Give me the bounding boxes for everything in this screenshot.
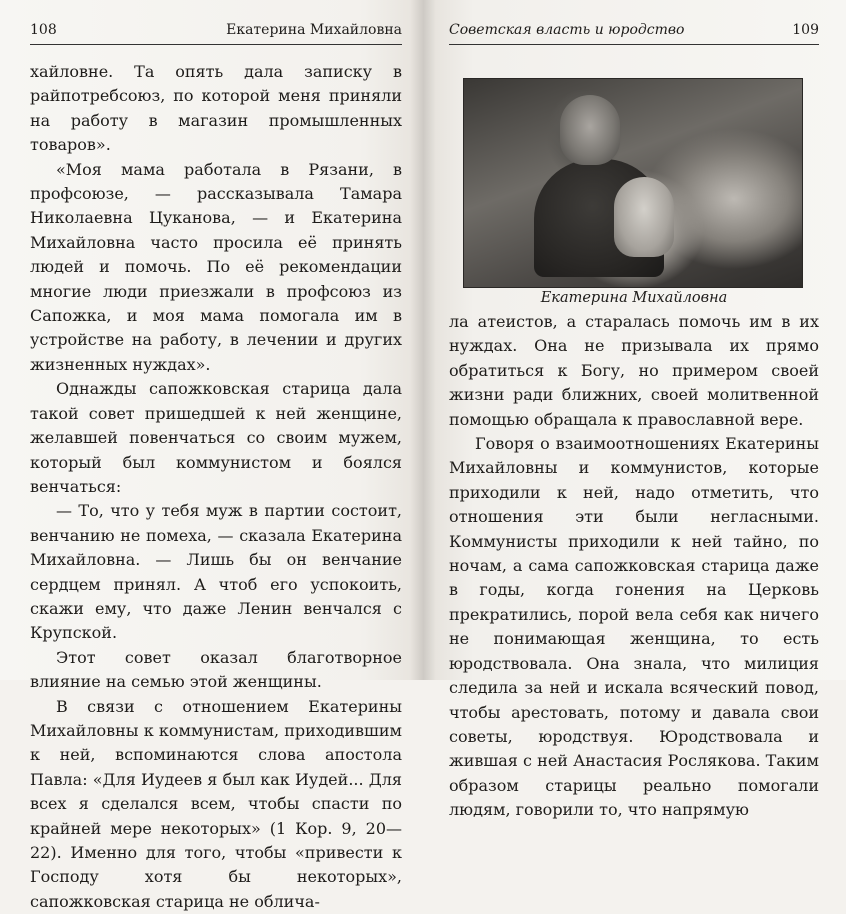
left-paragraph: Этот совет оказал благотворное влияние на семью этой женщины. — [30, 647, 402, 692]
left-paragraph: — То, что у тебя муж в партии состоит, венчанию не помеха, — сказала Екатерина Михайловна. — Лишь бы он венчание сердцем принял. А чтоб его успокоить, скажи ему, что даже Ленин венчался с Крупской. — [30, 501, 402, 643]
right-body-text — [449, 310, 819, 823]
photograph — [463, 78, 803, 288]
left-paragraph: Однажды сапожковская старица дала такой совет пришедшей к ней женщине, желавшей повенчаться со своим мужем, который был коммунистом и боялся венчаться: — [30, 379, 402, 496]
right-paragraph: Говоря о взаимоотношениях Екатерины Михайловны и коммунистов, которые приходили к ней, надо отметить, что отношения эти были негласными. Коммунисты приходили к ней тайно, по ночам, а сама сапожковская старица даже в годы, когда гонения на Церковь прекратились, порой вела себя как ничего не понимающая женщина, то есть юродствовала. Она знала, что милиция следила за ней и искала всяческий повод, чтобы арестовать, потому и давала свои советы, юродствуя. Юродствовала и жившая с ней Анастасия Рослякова. Таким образом старицы реально помогали людям, говорили то, что напрямую — [449, 434, 819, 820]
right-running-title: Советская власть и юродство — [449, 22, 685, 38]
left-page-number: 108 — [30, 22, 57, 38]
left-body-text — [30, 60, 402, 914]
left-paragraph: В связи с отношением Екатерины Михайловны к коммунистам, приходившим к ней, вспоминаются слова апостола Павла: «Для Иудеев я был как Иудей... Для всех я сделался всем, чтобы спасти по крайней мере некоторых» (1 Кор. 9, 20—22). Именно для того, чтобы «привести к Господу хотя бы некоторых», сапожковская старица не облича- — [30, 696, 402, 911]
right-page — [423, 0, 846, 820]
right-header-rule — [449, 44, 819, 45]
left-paragraph: «Моя мама работала в Рязани, в профсоюзе, — рассказывала Тамара Николаевна Цуканова, — и Екатерина Михайловна часто просила её принять людей и помочь. По её рекомендации многие люди приезжали в профсоюз из Сапожка, и моя мама помогала им в устройстве на работу, в лечении и других жизненных нуждах». — [30, 159, 402, 374]
left-paragraph: хайловне. Та опять дала записку в райпотребсоюз, по которой меня приняли на работу в магазин промышленных товаров». — [30, 62, 402, 155]
photo-caption: Екатерина Михайловна — [540, 290, 728, 306]
right-page-number: 109 — [792, 22, 819, 38]
right-running-head — [449, 22, 819, 42]
photo-cat — [614, 177, 674, 257]
left-header-rule — [30, 44, 402, 45]
left-page — [0, 0, 423, 911]
right-paragraph: ла атеистов, а старалась помочь им в их нуждах. Она не призывала их прямо обратиться к Богу, но примером своей жизни ради ближних, своей молитвенной помощью обращала к православной вере. — [449, 312, 819, 429]
book-gutter — [410, 0, 436, 680]
photo-figure-head — [560, 95, 620, 165]
left-running-head — [30, 22, 402, 42]
left-running-title: Екатерина Михайловна — [226, 22, 402, 38]
